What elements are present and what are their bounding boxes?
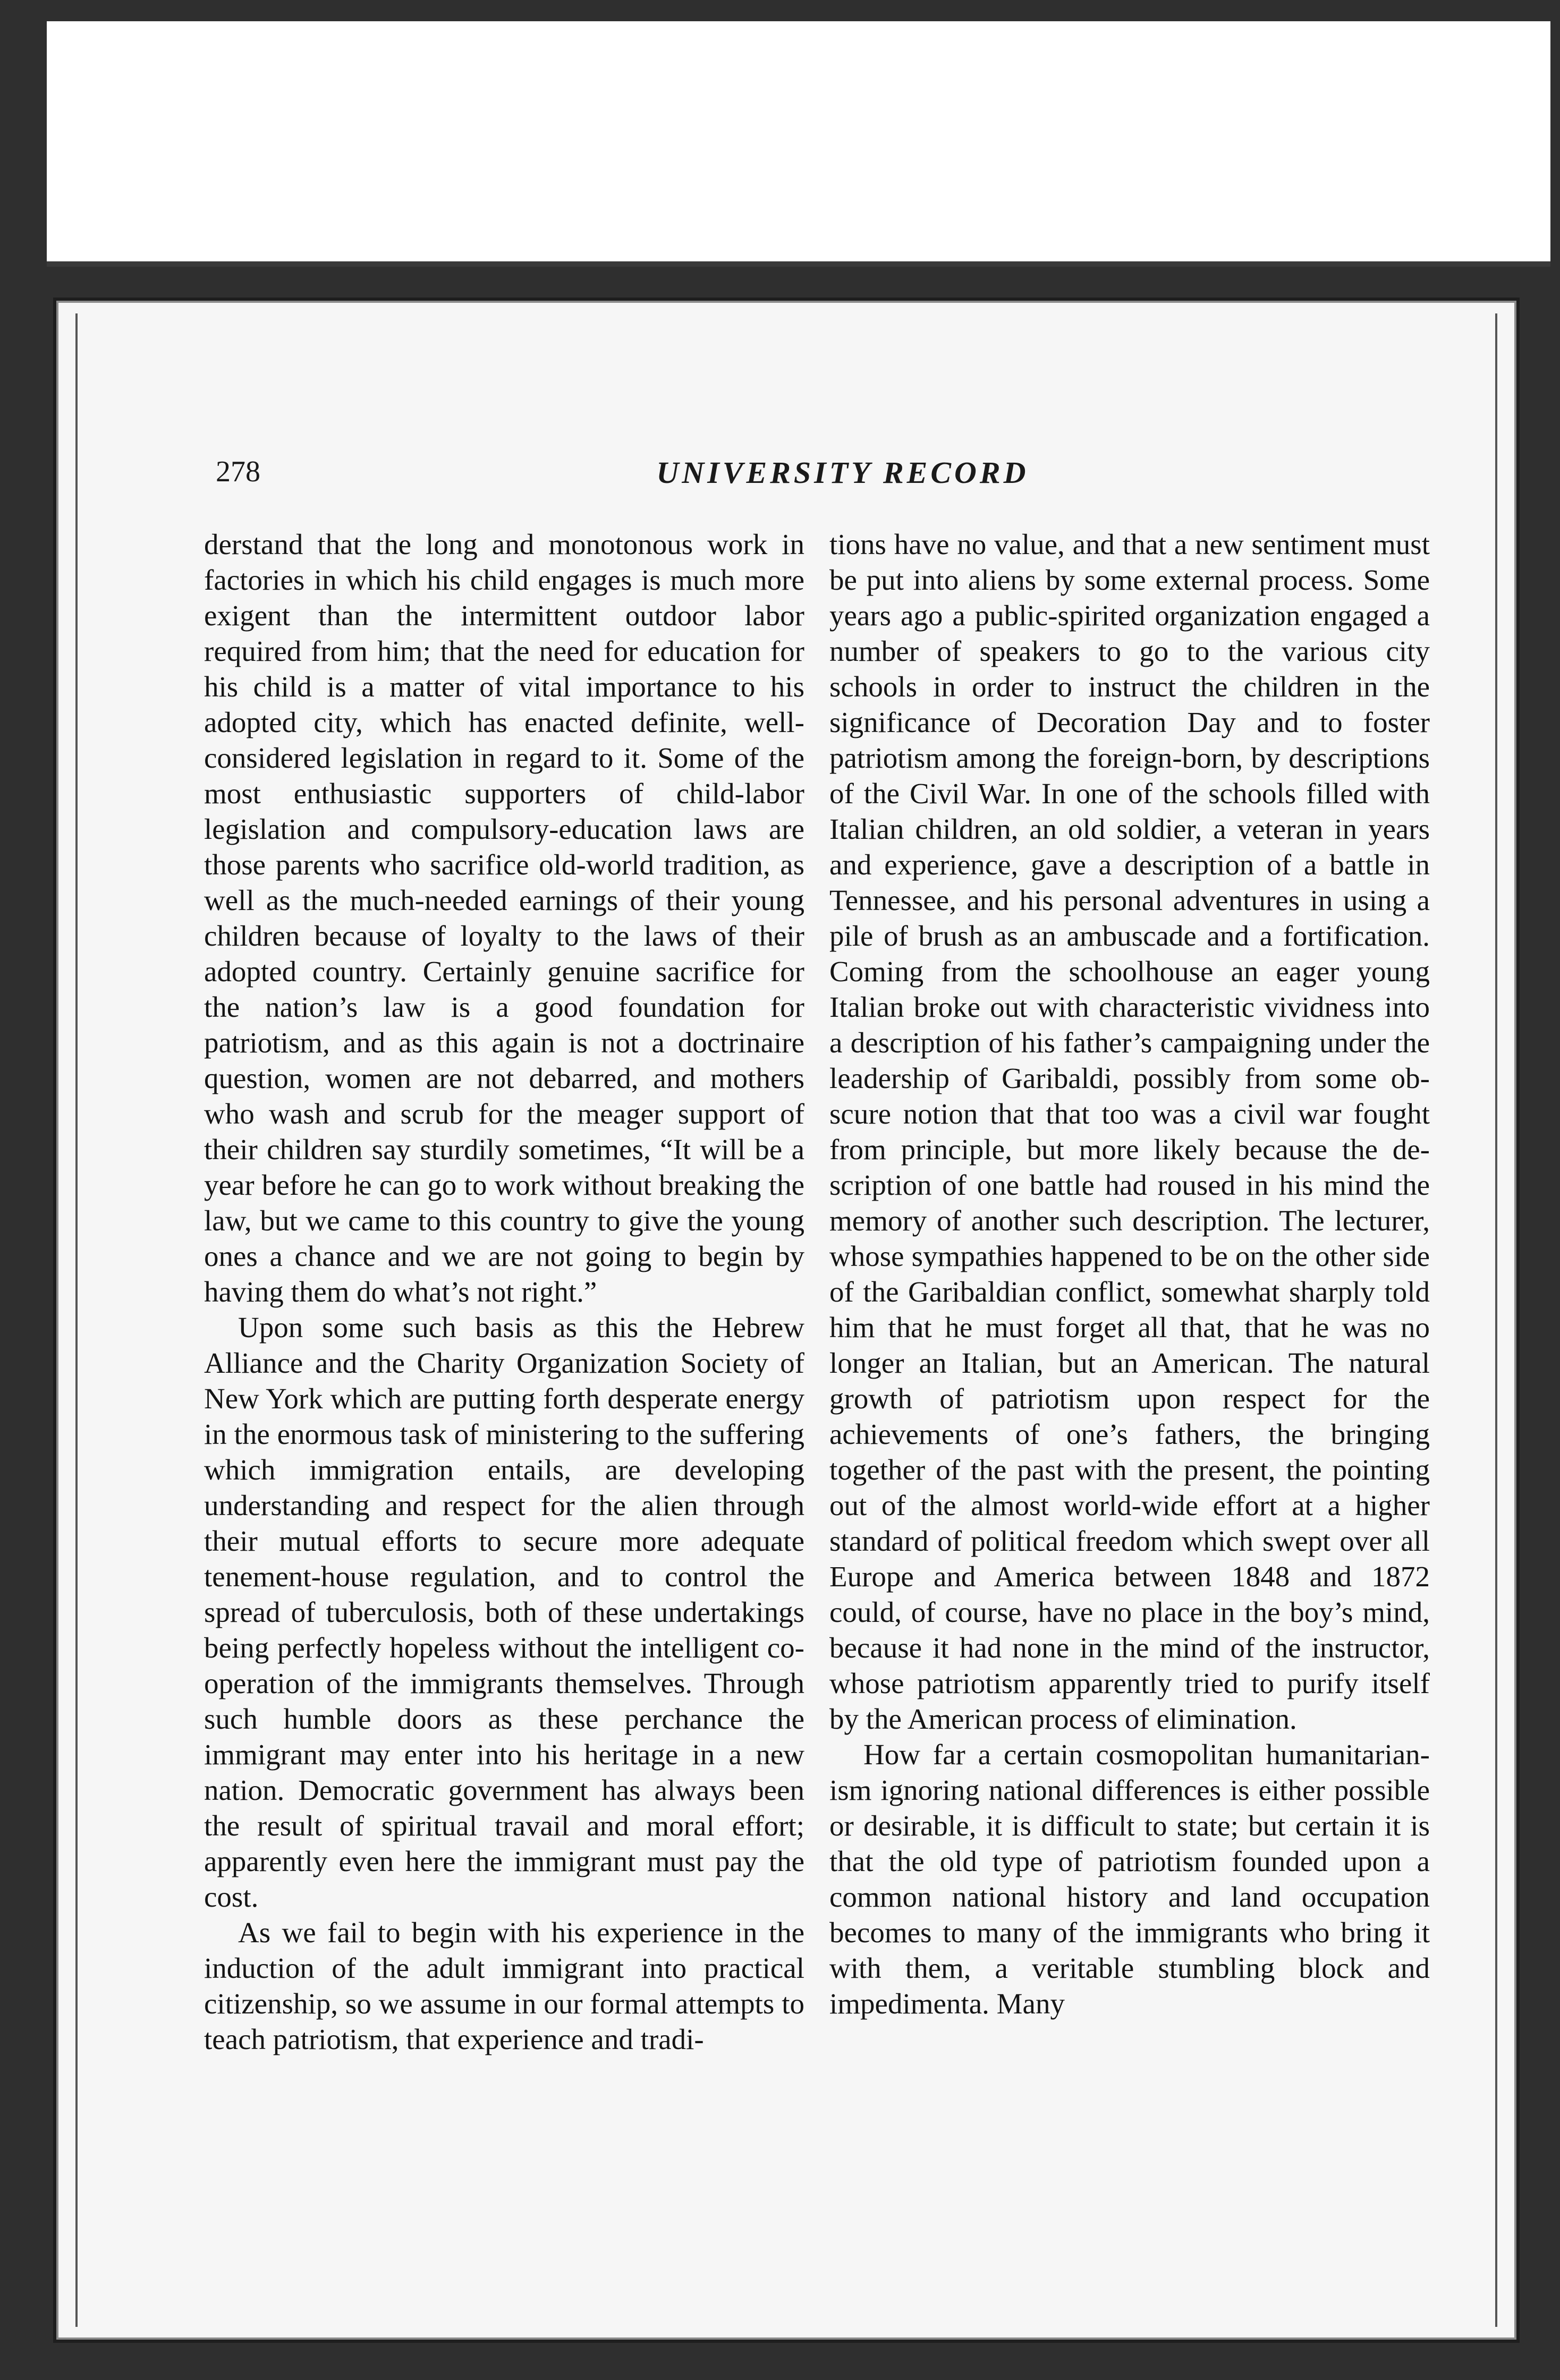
- scan-margin-top: [47, 21, 1550, 263]
- paragraph: tions have no value, and that a new sentiment must be put into aliens by some external process. Some years ago a public-spirited organization engaged a number of speakers to go to the various city schools in order to instruct the children in the significance of Decoration Day and to foster patriotism among the foreign-born, by descriptions of the Civil War. In one of the schools filled with Italian children, an old soldier, a veteran in years and experience, gave a description of a battle in Tennessee, and his personal adventures in using a pile of brush as an ambuscade and a fortification. Coming from the schoolhouse an eager young Italian broke out with characteristic vividness into a description of his father’s campaigning under the leadership of Garibaldi, possibly from some obscure notion that that too was a civil war fought from principle, but more likely because the description of one battle had roused in his mind the memory of another such description. The lecturer, whose sympathies happened to be on the other side of the Garibaldian conflict, somewhat sharply told him that he must forget all that, that he was no longer an Italian, but an American. The natural growth of patriotism upon respect for the achievements of one’s fathers, the bringing together of the past with the present, the pointing out of the almost world-wide effort at a higher standard of political freedom which swept over all Europe and America between 1848 and 1872 could, of course, have no place in the boy’s mind, because it had none in the mind of the instructor, whose patriotism apparently tried to purify itself by the American process of elimination.: [829, 528, 1430, 1735]
- paragraph: Upon some such basis as this the Hebrew Alliance and the Charity Organization Society of New York which are putting forth desperate energy in the enormous task of ministering to the suffering which immigration entails, are developing understanding and respect for the alien through their mutual efforts to secure more adequate tenement-house regulation, and to control the spread of tuberculosis, both of these undertakings being perfectly hopeless without the intelligent co-operation of the immigrants themselves. Through such humble doors as these perchance the immigrant may enter into his heritage in a new nation. Democratic government has always been the result of spiritual travail and moral effort; apparently even here the immigrant must pay the cost.: [204, 1311, 804, 1913]
- left-column: [204, 526, 804, 2057]
- page-number: 278: [216, 455, 260, 488]
- running-title: UNIVERSITY RECORD: [656, 455, 1029, 490]
- page-header: [216, 455, 1470, 508]
- paragraph: derstand that the long and monotonous work in factories in which his child engages is much more exigent than the intermittent outdoor labor required from him; that the need for education for his child is a matter of vital importance to his adopted city, which has enacted definite, well-considered legislation in regard to it. Some of the most enthusiastic supporters of child-labor legislation and compulsory-education laws are those parents who sacrifice old-world tradition, as well as the much-needed earnings of their young children because of loyalty to the laws of their adopted country. Certainly genuine sacrifice for the nation’s law is a good foundation for patriotism, and as this again is not a doctrinaire question, women are not debarred, and mothers who wash and scrub for the meager support of their children say sturdily sometimes, “It will be a year before he can go to work without breaking the law, but we came to this country to give the young ones a chance and we are not going to begin by having them do what’s not right.”: [204, 528, 804, 1308]
- scan-edge-rule: [47, 261, 1550, 267]
- right-column: [829, 526, 1430, 2021]
- paragraph: As we fail to begin with his experience in the induction of the adult immigrant into practical citizenship, so we assume in our formal attempts to teach patriotism, that experience and tradi-: [204, 1916, 804, 2055]
- paragraph: How far a certain cosmopolitan humanitarianism ignoring national differences is either possible or desirable, it is difficult to state; but certain it is that the old type of patriotism founded upon a common national history and land occupation becomes to many of the immigrants who bring it with them, a veritable stumbling block and impedimenta. Many: [829, 1738, 1430, 2020]
- document-page: [53, 298, 1520, 2343]
